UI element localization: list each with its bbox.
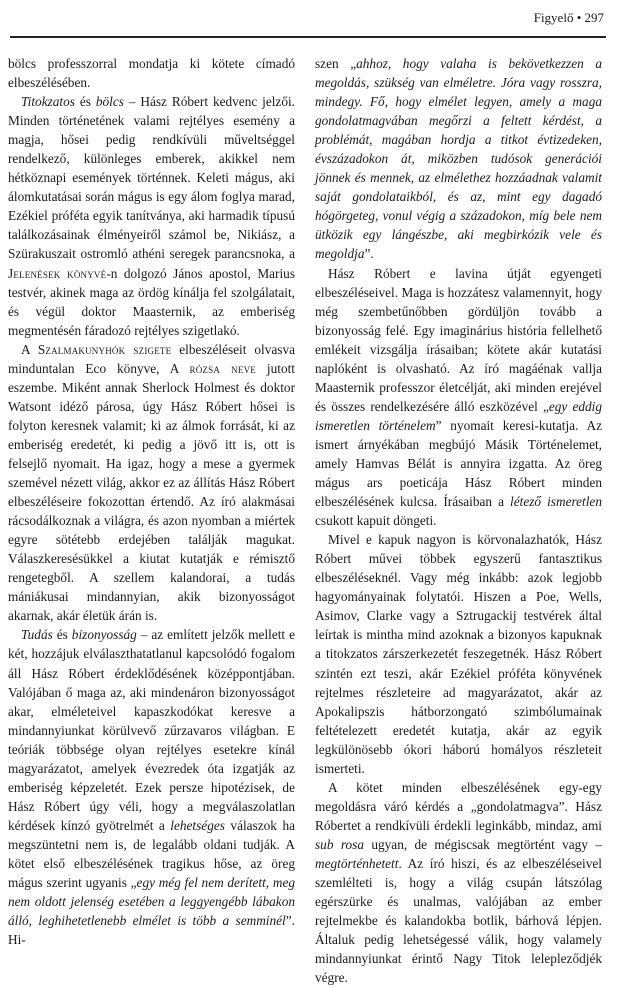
paragraph: Mivel e kapuk nagyon is körvonalazhatók, Hász Róbert művei többek egyszerű fantasztikus elbeszéléseknél. Vagy még inkább: azok legjobb hagyományainak folytatói. Hiszen a Poe, Wells, Asimov, Clarke vagy a Sztrugackij testvérek által leírtak is mintha mind azoknak a bizonyos kapuknak a titokzatos zárszerkezetét feszegetnék. Hász Róbert szintén ezt teszi, akár Ezékiel próféta könyvének rejtelmes részleteire ad magyarázatot, akár az Apokalipszis hátborzongató szimbólumainak feltételezett eredetét kutatja, akár az egyik legkülönösebb ókori háború homályos részleteit ismerteti. bbox=[315, 532, 602, 776]
emphasis: Titokzatos bbox=[21, 94, 75, 110]
text-run: és bbox=[52, 627, 72, 643]
emphasis: létező ismeretlen bbox=[510, 494, 602, 510]
paragraph bbox=[8, 625, 295, 949]
paragraph bbox=[315, 264, 602, 531]
emphasis: lehetséges bbox=[170, 817, 225, 833]
text-run: és bbox=[74, 94, 96, 110]
text-run: Hász Róbert e lavina útját egyengeti elbeszéléseivel. Maga is hozzátesz valamennyit, hogy még szembetűnőbben gördüljön tovább a bizonyosság felé. Egy imaginárius história fellelhető emlékeit vizsgálja írásaiban; kötete akár kutatási naplóként is olvasható. Az író magáénak vallja Maasternik professzor életcélját, aki minden erejével és összes rendelkezésére álló eszközével „ bbox=[315, 265, 602, 414]
paragraph bbox=[315, 54, 602, 264]
text-run: csukott kapuit döngeti. bbox=[315, 513, 437, 529]
small-caps-title: rózsa neve bbox=[189, 360, 256, 376]
small-caps-title: Szalmakunyhók szigete bbox=[37, 341, 172, 357]
emphasis: bölcs bbox=[95, 94, 124, 110]
text-run: ”. Hi- bbox=[8, 913, 295, 948]
emphasis: megtörténhetett bbox=[315, 855, 399, 871]
paragraph bbox=[315, 778, 602, 987]
quotation: egy még fel nem derített, meg nem oldott jelenség esetében a leggyengébb lábakon álló, leghihetetlenebb elmélet is több a semminél bbox=[8, 875, 295, 929]
paragraph bbox=[8, 340, 295, 626]
quotation: egy eddig ismeretlen történelem bbox=[315, 398, 602, 433]
running-head: Figyelő • 297 bbox=[533, 10, 604, 25]
emphasis: bizonyosság bbox=[71, 627, 137, 643]
text-run: válaszok ha megszüntetni nem is, de legalább oldani tudják. A kötet első elbeszélésének tragikus hőse, az öreg mágus szerint ugyanis „ bbox=[8, 817, 295, 891]
text-run: ugyan, de mégiscsak megtörtént vagy – bbox=[363, 836, 602, 852]
emphasis: sub rosa bbox=[315, 836, 364, 852]
small-caps-title: Jelenések könyvé bbox=[8, 265, 107, 281]
page-header bbox=[10, 6, 606, 30]
left-column bbox=[8, 54, 295, 949]
text-run: ” nyomait keresi-kutatja. Az ismert árnyékában megbújó Másik Történelemet, amely Hamvas Bélát is annyira izgatta. Az öreg mágus ars poeticája Hász Róbert minden elbeszélésének kulcsa. Írásaiban a bbox=[315, 417, 602, 510]
text-run: A kötet minden elbeszélésének egy-egy megoldásra váró kérdés a „gondolatmagva”. Hász Róbertet a rendkívüli érdekli leginkább, mindaz, ami bbox=[315, 779, 602, 833]
text-run: szen „ bbox=[315, 56, 357, 71]
quotation: ahhoz, hogy valaha is bekövetkezzen a megoldás, szükség van elméletre. Jóra vagy rosszra, mindegy. Fő, hogy elmélet legyen, amely a maga gondolatmagvában megőrzi a feltett kérdést, a problémát, magában hordja a titkot évtizedeken, évszázadokon át, miközben tudósok generációi jönnek és mennek, az elmélethez hozzáadnak valamit saját gondolataikból, és az, mint egy dagadó hógörgeteg, vonul végig a századokon, míg bele nem ütközik egy lángészbe, aki megbirkózik vele és megoldja bbox=[315, 56, 602, 262]
text-run: -n dolgozó János apostol, Marius testvér, akinek maga az ördög kínálja fel szolgálatait, és végül doktor Maasternik, az emberiség megmentésén fáradozó rejtélyes szigetlakó. bbox=[8, 265, 296, 338]
text-run: A bbox=[21, 341, 38, 357]
text-run: . Az író hiszi, és az elbeszéléseivel szemlélteti is, hogy a világ csupán látszólag egérszürke és unalmas, valójában az ember rejtelmekbe és kalandokba botlik, bárhová lépjen. Általuk pedig lehetségessé válik, hogy valamely mindannyiunkat érintő Nagy Titok lelepleződjék végre. bbox=[315, 855, 602, 986]
header-rule bbox=[10, 36, 606, 38]
right-column bbox=[315, 54, 602, 987]
paragraph: bölcs professzorral mondatja ki kötete címadó elbeszélésében. bbox=[8, 56, 295, 91]
text-run: elbeszéléseit olvasva minduntalan Eco könyve, A bbox=[8, 341, 295, 376]
text-run: ”. bbox=[364, 246, 374, 262]
text-run: jutott eszembe. Miként annak Sherlock Holmest és doktor Watsont idéző párosa, úgy Hász Róbert hősei is folyton keresnek valamit; ki az álmok forrását, ki az emberiség eredetét, ki pedig a jövő itt is, ott is felsejlő nyomait. Ha igaz, hogy a mese a gyermek szemével nézett világ, akkor ez az állítás Hász Róbert elbeszéléseire fokozottan értendő. Az író alakmásai rácsodálkoznak a világra, és azon nyomban a miértek egyre sötétebb erdejében találják magukat. Válaszkeresésükkel a kiutat kutatják e rémisztő rengetegből. A szellem kalandorai, a tudás mániákusai mindannyian, akik bizonyosságot akarnak, akár életük árán is. bbox=[8, 360, 296, 624]
emphasis: Tudás bbox=[21, 627, 53, 643]
paragraph bbox=[8, 92, 295, 340]
text-run: – Hász Róbert kedvenc jelzői. Minden történetének valami rejtélyes esemény a magja, hősei pedig rendkívüli műveltséggel rendelkező, különleges emberek, akikkel nem hétköznapi események történnek. Keleti mágus, aki álomkutatásai során mágus is egy álom foglya marad, Ezékiel próféta egyik tanítványa, aki harmadik típusú találkozásainak élményeiről számol be, Nikiász, a Szürakuszait ostromló athéni seregek parancsnoka, a bbox=[8, 94, 295, 262]
text-run: – az említett jelzők mellett e két, hozzájuk elválaszthatatlanul kapcsolódó fogalom áll Hász Róbert érdeklődésének középpontjában. Valójában ő maga az, aki mindenáron bizonyosságot akar, elméleteivel kapaszkodókat keresve a mindannyiunkat körülvevő zűrzavaros világban. E teóriák többsége olyan rejtélyes esetekre kínál magyarázatot, amelyek évezredek óta izgatják az emberiség képzeletét. Ezek persze hipotézisek, de Hász Róbert úgy véli, hogy a megválaszolatlan kérdések kínzó gyötrelmét a bbox=[8, 627, 295, 833]
